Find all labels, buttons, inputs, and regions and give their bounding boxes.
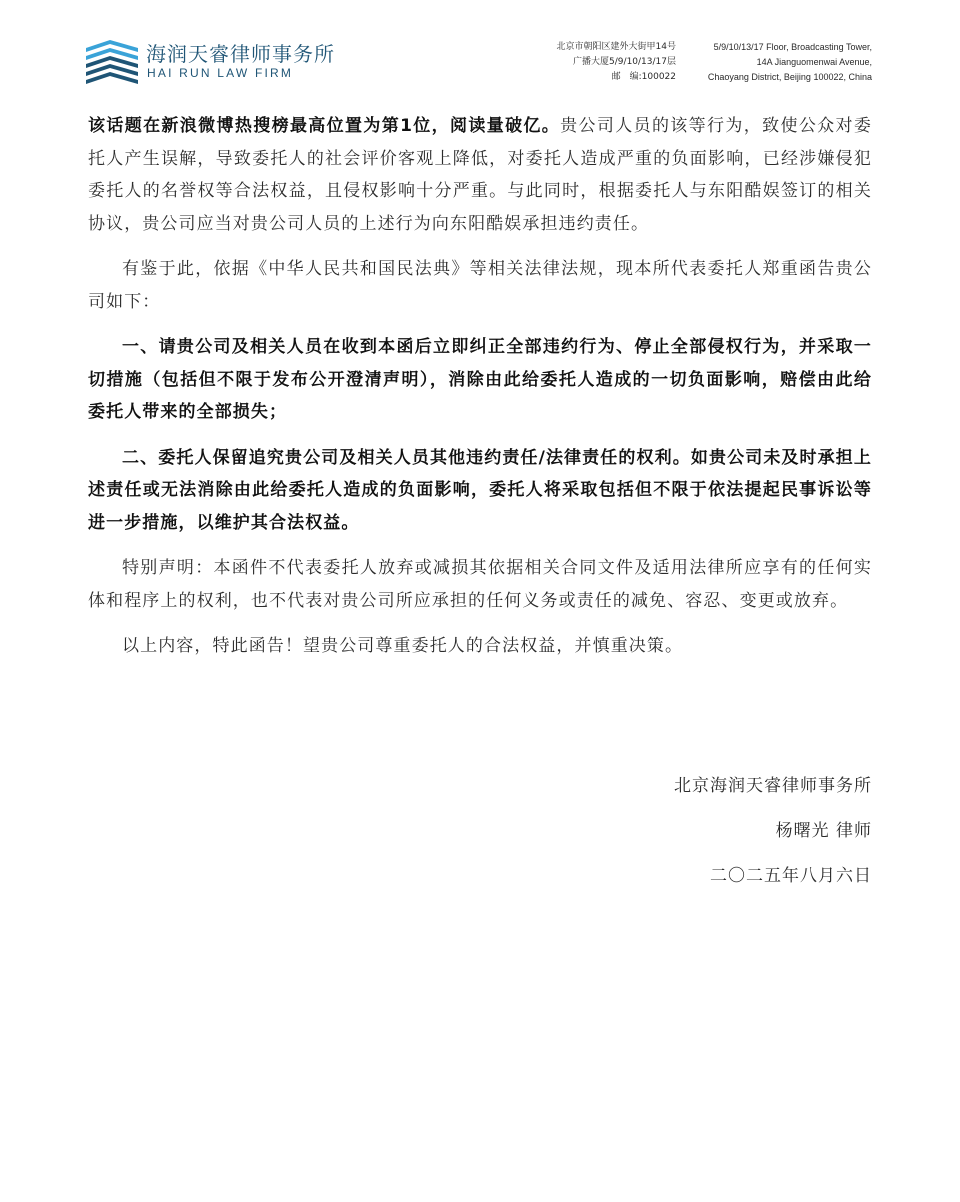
- signature-lawyer: 杨曙光 律师: [775, 821, 872, 841]
- firm-name-cn: 海润天睿律师事务所: [146, 42, 335, 66]
- address-en: [708, 40, 872, 85]
- paragraph-demand-2: 二、委托人保留追究贵公司及相关人员其他违约责任/法律责任的权利。如贵公司未及时承担上述责任或无法消除由此给委托人造成的负面影响，委托人将采取包括但不限于依法提起民事诉讼等进一步措施，以维护其合法权益。: [88, 447, 872, 533]
- address-cn-line: 邮 编:100022: [611, 72, 676, 82]
- paragraph-1-rest: 贵公司人员的该等行为，致使公众对委托人产生误解，导致委托人的社会评价客观上降低，对委托人造成严重的负面影响，已经涉嫌侵犯委托人的名誉权等合法权益，且侵权影响十分严重。与此同时，根据委托人与东阳酷娱签订的相关协议，贵公司应当对贵公司人员的上述行为向东阳酷娱承担违约责任。: [88, 116, 872, 234]
- firm-logo: [84, 34, 344, 90]
- paragraph-demand-1: 一、请贵公司及相关人员在收到本函后立即纠正全部违约行为、停止全部侵权行为，并采取一切措施（包括但不限于发布公开澄清声明），消除由此给委托人造成的一切负面影响，赔偿由此给委托人带来的全部损失；: [88, 337, 872, 422]
- signature-date: 二〇二五年八月六日: [710, 866, 872, 886]
- signature-block: [674, 764, 872, 899]
- letterhead: [84, 34, 880, 90]
- address-en-line: Chaoyang District, Beijing 100022, China: [707, 72, 872, 82]
- address-en-line: 14A Jianguomenwai Avenue,: [756, 57, 872, 67]
- paragraph-1-bold: 该话题在新浪微博热搜榜最高位置为第1位，阅读量破亿。: [88, 116, 561, 136]
- paragraph-2: 有鉴于此，依据《中华人民共和国民法典》等相关法律法规，现本所代表委托人郑重函告贵公司如下：: [88, 259, 872, 312]
- address-cn-line: 北京市朝阳区建外大街甲14号: [556, 42, 676, 52]
- logo-stripe: [86, 72, 138, 84]
- paragraph-special-statement: 特别声明：本函件不代表委托人放弃或减损其依据相关合同文件及适用法律所应享有的任何实体和程序上的权利，也不代表对贵公司所应承担的任何义务或责任的减免、容忍、变更或放弃。: [88, 558, 872, 611]
- paragraph-closing: 以上内容，特此函告！望贵公司尊重委托人的合法权益，并慎重决策。: [122, 636, 684, 656]
- signature-firm: 北京海润天睿律师事务所: [674, 776, 872, 796]
- firm-logo-icon: [84, 34, 140, 86]
- letter-body: [88, 110, 872, 676]
- address-cn: [557, 40, 676, 85]
- paragraph-1: [88, 110, 872, 240]
- firm-name-en: HAI RUN LAW FIRM: [147, 66, 294, 80]
- address-cn-line: 广播大厦5/9/10/13/17层: [573, 57, 676, 67]
- address-en-line: 5/9/10/13/17 Floor, Broadcasting Tower,: [713, 42, 872, 52]
